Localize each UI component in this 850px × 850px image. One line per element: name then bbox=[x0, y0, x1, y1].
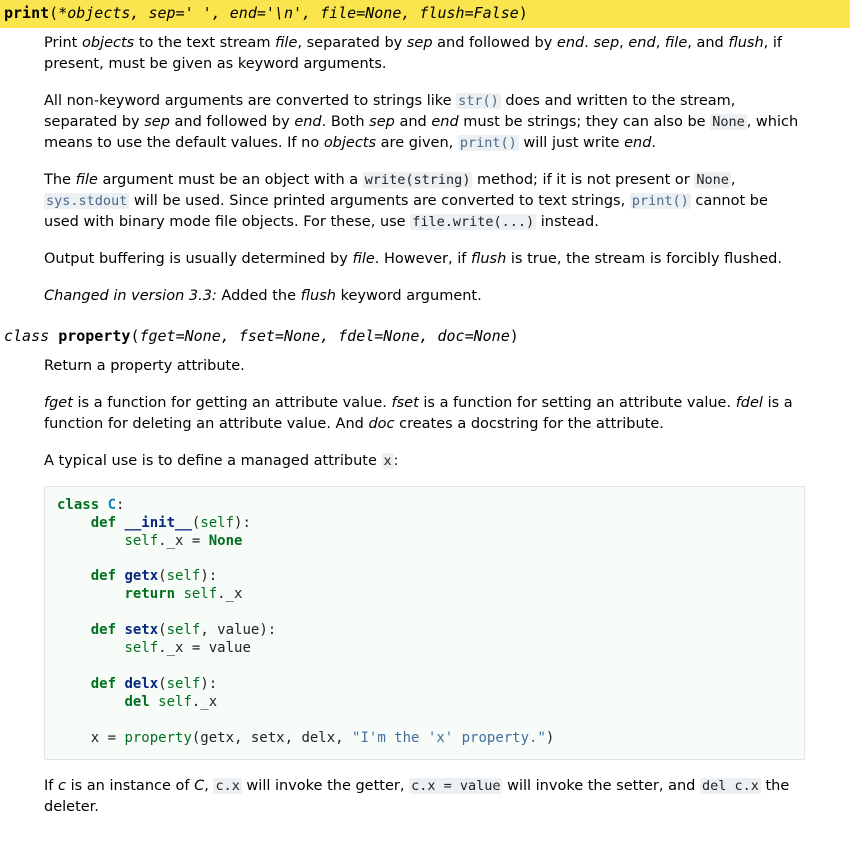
function-signature-print bbox=[0, 0, 850, 28]
inline-code-cx-value: c.x = value bbox=[411, 778, 501, 795]
code-example-property: class C: def __init__(self): self._x = None def getx(self): return self._x def setx(self, value): self._x = value def delx(self): del self._x x = property(getx, setx, delx, "I'm the 'x' property.") bbox=[44, 486, 805, 761]
property-paragraph-2: fget is a function for getting an attribute value. fset is a function for setting an attribute value. fdel is a function for deleting an attribute value. And doc creates a docstring for the attribute. bbox=[44, 394, 793, 432]
print-paragraph-3: The file argument must be an object with a write(string) method; if it is not present or None , sys.stdout will be used. Since printed arguments are converted to text strings, print() cannot be used with binary mode file objects. For these, use file.write(...) instead. bbox=[44, 171, 768, 230]
signature-params-property: fget=None, fset=None, fdel=None, doc=None bbox=[139, 326, 510, 345]
property-paragraph-3: A typical use is to define a managed attribute x : bbox=[44, 452, 399, 469]
inline-code-x: x bbox=[383, 452, 392, 469]
inline-code-print-2: print() bbox=[631, 192, 689, 209]
signature-name-print: print bbox=[4, 4, 50, 22]
print-paragraph-1: Print objects to the text stream file, separated by sep and followed by end. sep, end, file, and flush, if present, must be given as keyword arguments. bbox=[44, 34, 783, 72]
print-version-changed: Changed in version 3.3: Added the flush keyword argument. bbox=[44, 287, 482, 304]
inline-code-sys-stdout: sys.stdout bbox=[46, 192, 128, 209]
signature-prefix-class: class bbox=[4, 326, 59, 345]
inline-code-cx: c.x bbox=[215, 778, 240, 795]
inline-code-print: print() bbox=[459, 134, 517, 151]
signature-open-paren: ( bbox=[49, 4, 59, 22]
print-paragraph-4: Output buffering is usually determined by file. However, if flush is true, the stream is forcibly flushed. bbox=[44, 250, 782, 267]
inline-code-none: None bbox=[712, 113, 745, 130]
signature-close-paren: ) bbox=[518, 4, 528, 22]
doc-entry-property bbox=[0, 323, 850, 819]
inline-code-str: str() bbox=[458, 92, 499, 109]
inline-code-none-2: None bbox=[696, 171, 729, 188]
inline-code-write-string: write(string) bbox=[364, 171, 471, 188]
doc-entry-print bbox=[0, 0, 850, 307]
signature-params-print: *objects, sep=' ', end='\n', file=None, flush=False bbox=[58, 4, 519, 22]
print-paragraph-2: All non-keyword arguments are converted to strings like str() does and written to the stream, separated by sep and followed by end. Both sep and end must be strings; they can also be None , which means to use the default values. If no objects are given, print() will just write end. bbox=[44, 92, 799, 151]
signature-name-property: property bbox=[58, 326, 131, 345]
version-changed-label: Changed in version 3.3: bbox=[44, 287, 217, 304]
property-paragraph-1: Return a property attribute. bbox=[44, 357, 245, 374]
inline-code-file-write: file.write(...) bbox=[412, 213, 535, 230]
class-signature-property bbox=[0, 323, 850, 351]
signature-close-paren-2: ) bbox=[509, 326, 519, 345]
inline-code-del-cx: del c.x bbox=[701, 778, 759, 795]
property-description bbox=[0, 356, 850, 819]
print-description bbox=[0, 33, 850, 307]
signature-open-paren-2: ( bbox=[130, 326, 140, 345]
property-trailing-paragraph: If c is an instance of C, c.x will invoke the getter, c.x = value will invoke the setter, and del c.x the deleter. bbox=[44, 778, 790, 816]
